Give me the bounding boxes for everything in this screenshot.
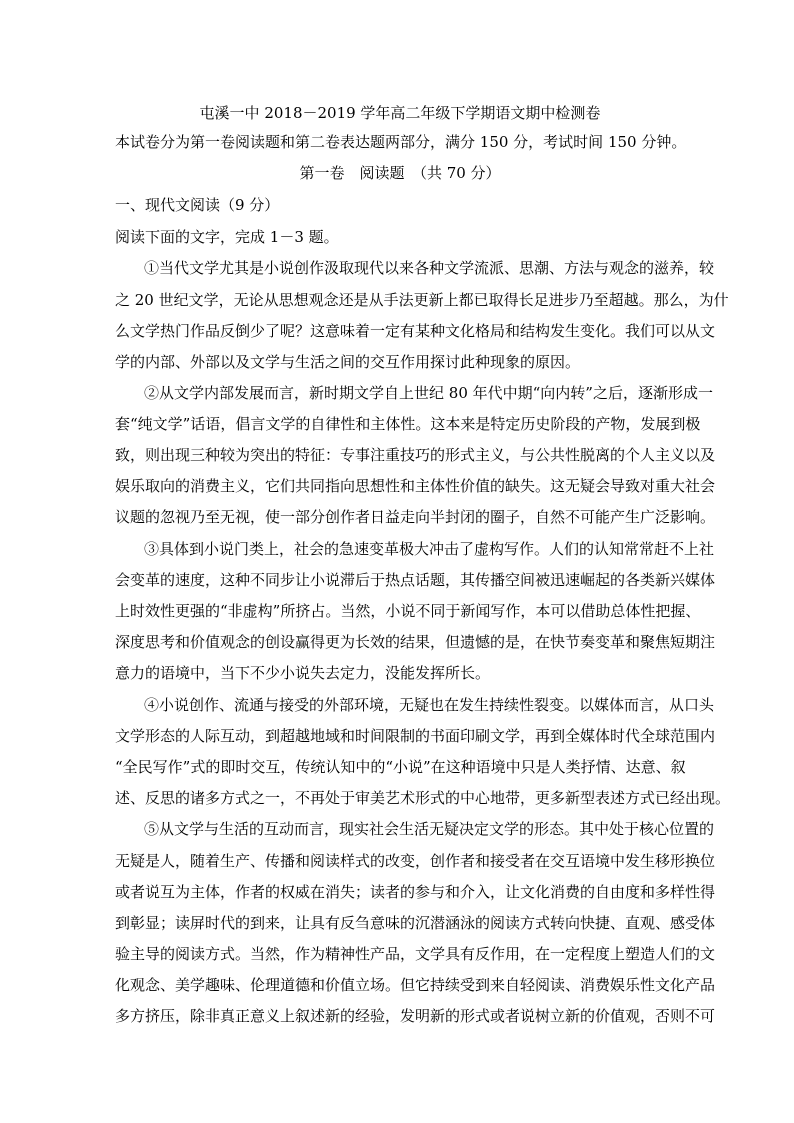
paragraph-line: ①当代文学尤其是小说创作汲取现代以来各种文学流派、思潮、方法与观念的滋养，较 xyxy=(144,259,715,277)
paragraph-line: 么文学热门作品反倒少了呢？这意味着一定有某种文化格局和结构发生变化。我们可以从文 xyxy=(115,322,716,340)
section-title: 一、现代文阅读（9 分） xyxy=(115,196,280,214)
paragraph-line: ③具体到小说门类上，社会的急速变革极大冲击了虚构写作。人们的认知常常赶不上社 xyxy=(144,540,715,558)
paragraph-line: ⑤从文学与生活的互动而言，现实社会生活无疑决定文学的形态。其中处于核心位置的 xyxy=(144,820,715,838)
paragraph-line: 到彰显；读屏时代的到来，让具有反刍意味的沉潜涵泳的阅读方式转向快捷、直观、感受体 xyxy=(115,914,716,932)
paragraph-line: 深度思考和价值观念的创设赢得更为长效的结果，但遗憾的是，在快节奏变革和聚焦短期注 xyxy=(115,633,716,651)
paragraph-line: 致，则出现三种较为突出的特征：专事注重技巧的形式主义，与公共性脱离的个人主义以及 xyxy=(115,446,716,464)
paragraph-line: 文学形态的人际互动，到超越地域和时间限制的书面印刷文学，再到全媒体时代全球范围内 xyxy=(115,727,716,745)
paragraph-line: 无疑是人，随着生产、传播和阅读样式的改变，创作者和接受者在交互语境中发生移形换位 xyxy=(115,852,716,870)
paragraph-line: ④小说创作、流通与接受的外部环境，无疑也在发生持续性裂变。以媒体而言，从口头 xyxy=(144,696,715,714)
paragraph-line: 议题的忽视乃至无视，使一部分创作者日益走向半封闭的圈子，自然不可能产生广泛影响。 xyxy=(115,508,716,526)
paragraph-line: ②从文学内部发展而言，新时期文学自上世纪 80 年代中期“向内转”之后，逐渐形成一 xyxy=(144,384,713,402)
paragraph-line: 之 20 世纪文学，无论从思想观念还是从手法更新上都已取得长足进步乃至超越。那么，为什 xyxy=(115,291,729,309)
paragraph-line: 套“纯文学”话语，倡言文学的自律性和主体性。这本来是特定历史阶段的产物，发展到极 xyxy=(115,415,701,433)
paragraph-line: 或者说互为主体，作者的权威在消失；读者的参与和介入，让文化消费的自由度和多样性得 xyxy=(115,883,716,901)
reading-instruction: 阅读下面的文字，完成 1－3 题。 xyxy=(115,228,339,246)
paragraph-line: “全民写作”式的即时交互，传统认知中的“小说”在这种语境中只是人类抒情、达意、叙 xyxy=(115,758,686,776)
exam-intro: 本试卷分为第一卷阅读题和第二卷表达题两部分，满分 150 分，考试时间 150 分钟。 xyxy=(115,133,687,151)
paragraph-line: 多方挤压，除非真正意义上叙述新的经验，发明新的形式或者说树立新的价值观，否则不可 xyxy=(115,1007,716,1025)
paragraph-line: 会变革的速度，这种不同步让小说滞后于热点话题，其传播空间被迅速崛起的各类新兴媒体 xyxy=(115,571,716,589)
part-title: 第一卷 阅读题 （共 70 分） xyxy=(299,164,501,182)
paragraph-line: 意力的语境中，当下不少小说失去定力，没能发挥所长。 xyxy=(115,664,491,682)
paragraph-line: 娱乐取向的消费主义，它们共同指向思想性和主体性价值的缺失。这无疑会导致对重大社会 xyxy=(115,477,716,495)
paragraph-line: 学的内部、外部以及文学与生活之间的交互作用探讨此种现象的原因。 xyxy=(115,353,581,371)
document-title: 屯溪一中 2018－2019 学年高二年级下学期语文期中检测卷 xyxy=(199,104,601,122)
paragraph-line: 述、反思的诸多方式之一，不再处于审美艺术形式的中心地带，更多新型表述方式已经出现。 xyxy=(115,789,731,807)
paragraph-line: 验主导的阅读方式。当然，作为精神性产品，文学具有反作用，在一定程度上塑造人们的文 xyxy=(115,945,716,963)
paragraph-line: 化观念、美学趣味、伦理道德和价值立场。但它持续受到来自轻阅读、消费娱乐性文化产品 xyxy=(115,976,716,994)
paragraph-line: 上时效性更强的“非虚构”所挤占。当然，小说不同于新闻写作，本可以借助总体性把握、 xyxy=(115,602,701,620)
